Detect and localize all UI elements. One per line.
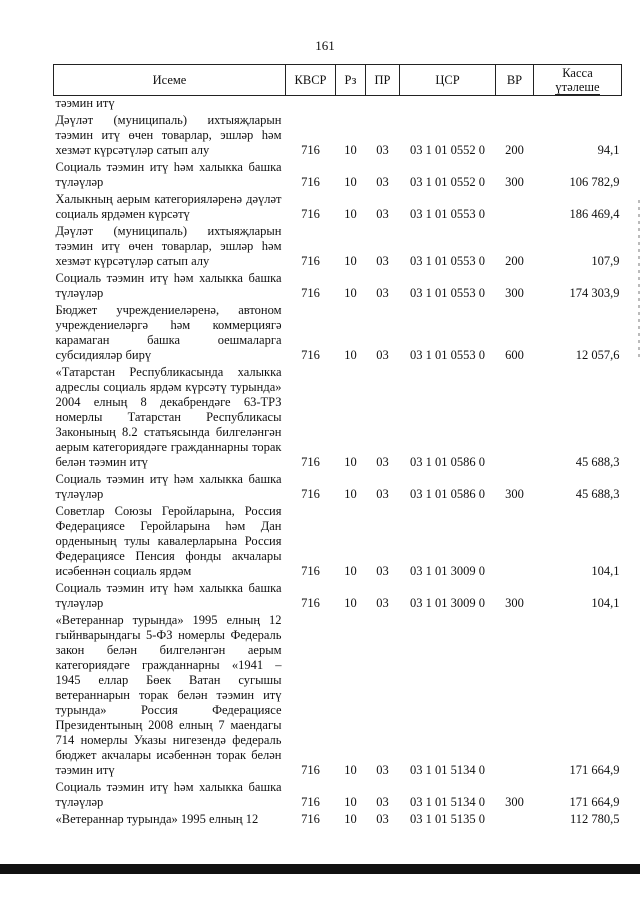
row-csr-cell: 03 1 01 0552 0	[410, 175, 485, 189]
row-name-cell: тәэмин итү	[55, 96, 115, 110]
table-row	[54, 502, 622, 579]
row-rz-cell: 10	[344, 596, 357, 610]
row-pr-cell: 03	[376, 812, 389, 826]
table-row	[54, 269, 622, 301]
row-vr-cell	[496, 502, 534, 579]
row-pr-cell: 03	[376, 596, 389, 610]
row-kvsr-cell: 716	[301, 348, 320, 362]
table-row	[54, 778, 622, 810]
row-csr-cell: 03 1 01 0553 0	[410, 207, 485, 221]
table-header-row	[54, 65, 622, 96]
row-kvsr-cell	[286, 96, 336, 112]
row-vr-cell: 300	[505, 286, 524, 300]
row-csr-cell: 03 1 01 0586 0	[410, 455, 485, 469]
row-rz-cell: 10	[344, 254, 357, 268]
scan-bottom-border	[0, 864, 640, 874]
row-rz-cell: 10	[344, 143, 357, 157]
row-sum-cell: 104,1	[591, 564, 620, 578]
row-csr-cell: 03 1 01 3009 0	[410, 596, 485, 610]
row-pr-cell: 03	[376, 143, 389, 157]
row-csr-cell	[400, 96, 496, 112]
row-kvsr-cell: 716	[301, 812, 320, 826]
row-csr-cell: 03 1 01 0553 0	[410, 254, 485, 268]
row-vr-cell: 200	[505, 254, 524, 268]
row-sum-cell: 45 688,3	[575, 487, 620, 501]
row-sum-cell: 12 057,6	[575, 348, 620, 362]
row-pr-cell: 03	[376, 207, 389, 221]
column-header-pr: ПР	[366, 65, 400, 96]
row-rz-cell: 10	[344, 286, 357, 300]
row-pr-cell: 03	[376, 455, 389, 469]
row-rz-cell	[336, 96, 366, 112]
row-name-cell: Халыкның аерым категорияләренә дәүләт социаль ярдәмен күрсәтү	[55, 192, 282, 221]
row-pr-cell: 03	[376, 286, 389, 300]
table-row	[54, 301, 622, 363]
row-rz-cell: 10	[344, 763, 357, 777]
table-row	[54, 810, 622, 827]
row-csr-cell: 03 1 01 0586 0	[410, 487, 485, 501]
column-header-vr: ВР	[496, 65, 534, 96]
row-name-cell: Дәүләт (муниципаль) ихтыяҗларын тәэмин итү өчен товарлар, эшләр һәм хезмәт күрсәтүләр сатып алу	[55, 224, 282, 268]
row-name-cell: Социаль тәэмин итү һәм халыкка башка түләүләр	[55, 581, 282, 610]
column-header-sum-line1: Касса	[562, 66, 593, 80]
row-kvsr-cell: 716	[301, 596, 320, 610]
row-rz-cell: 10	[344, 207, 357, 221]
row-kvsr-cell: 716	[301, 143, 320, 157]
row-csr-cell: 03 1 01 5134 0	[410, 795, 485, 809]
table-row	[54, 222, 622, 269]
row-vr-cell	[496, 96, 534, 112]
row-sum-cell: 107,9	[591, 254, 620, 268]
row-vr-cell	[496, 810, 534, 827]
row-kvsr-cell: 716	[301, 564, 320, 578]
row-pr-cell: 03	[376, 254, 389, 268]
row-pr-cell: 03	[376, 348, 389, 362]
row-vr-cell	[496, 190, 534, 222]
row-rz-cell: 10	[344, 564, 357, 578]
row-rz-cell: 10	[344, 175, 357, 189]
column-header-csr: ЦСР	[400, 65, 496, 96]
row-pr-cell: 03	[376, 763, 389, 777]
row-sum-cell: 45 688,3	[575, 455, 620, 469]
row-name-cell: Бюджет учреждениеләренә, автоном учреждениеләргә һәм коммерциягә карамаган башка оешмаларга субсидияләр бирү	[55, 303, 282, 362]
row-name-cell: Дәүләт (муниципаль) ихтыяҗларын тәэмин итү өчен товарлар, эшләр һәм хезмәт күрсәтүләр сатып алу	[55, 113, 282, 157]
row-sum-cell: 171 664,9	[569, 795, 620, 809]
row-sum-cell: 112 780,5	[569, 812, 620, 826]
table-row	[54, 579, 622, 611]
row-csr-cell: 03 1 01 3009 0	[410, 564, 485, 578]
row-kvsr-cell: 716	[301, 487, 320, 501]
row-rz-cell: 10	[344, 487, 357, 501]
row-sum-cell: 104,1	[591, 596, 620, 610]
row-vr-cell: 300	[505, 596, 524, 610]
column-header-sum-line2: үтәлеше	[555, 80, 600, 94]
row-vr-cell: 300	[505, 795, 524, 809]
row-pr-cell: 03	[376, 487, 389, 501]
row-kvsr-cell: 716	[301, 286, 320, 300]
row-rz-cell: 10	[344, 812, 357, 826]
row-kvsr-cell: 716	[301, 254, 320, 268]
column-header-kvsr: КВСР	[286, 65, 336, 96]
row-pr-cell: 03	[376, 175, 389, 189]
column-header-rz: Рз	[336, 65, 366, 96]
row-vr-cell: 300	[505, 487, 524, 501]
row-name-cell: Социаль тәэмин итү һәм халыкка башка түләүләр	[55, 780, 282, 809]
row-sum-cell: 94,1	[597, 143, 620, 157]
table-row	[54, 190, 622, 222]
row-csr-cell: 03 1 01 0553 0	[410, 348, 485, 362]
row-rz-cell: 10	[344, 795, 357, 809]
row-kvsr-cell: 716	[301, 207, 320, 221]
row-kvsr-cell: 716	[301, 795, 320, 809]
table-row	[54, 470, 622, 502]
row-vr-cell: 200	[505, 143, 524, 157]
row-vr-cell: 300	[505, 175, 524, 189]
row-vr-cell: 600	[505, 348, 524, 362]
row-rz-cell: 10	[344, 348, 357, 362]
row-name-cell: Социаль тәэмин итү һәм халыкка башка түләүләр	[55, 160, 282, 189]
row-vr-cell	[496, 611, 534, 778]
table-row	[54, 158, 622, 190]
row-rz-cell: 10	[344, 455, 357, 469]
row-pr-cell: 03	[376, 564, 389, 578]
column-header-sum	[534, 65, 622, 96]
row-kvsr-cell: 716	[301, 763, 320, 777]
table-body	[54, 96, 622, 828]
table-row	[54, 96, 622, 112]
row-name-cell: «Ветераннар турында» 1995 елның 12	[55, 812, 259, 826]
row-sum-cell: 186 469,4	[569, 207, 620, 221]
table-row	[54, 611, 622, 778]
row-sum-cell: 171 664,9	[569, 763, 620, 777]
row-sum-cell: 174 303,9	[569, 286, 620, 300]
table-row	[54, 363, 622, 470]
row-name-cell: Социаль тәэмин итү һәм халыкка башка түләүләр	[55, 271, 282, 300]
row-sum-cell	[534, 96, 622, 112]
row-vr-cell	[496, 363, 534, 470]
row-csr-cell: 03 1 01 0553 0	[410, 286, 485, 300]
table-row	[54, 111, 622, 158]
budget-table	[53, 64, 622, 827]
row-csr-cell: 03 1 01 5135 0	[410, 812, 485, 826]
row-pr-cell	[366, 96, 400, 112]
page-number: 161	[315, 38, 335, 53]
row-name-cell: Социаль тәэмин итү һәм халыкка башка түләүләр	[55, 472, 282, 501]
row-name-cell: Советлар Союзы Геройларына, Россия Федерациясе Геройларына һәм Дан орденының тулы кавалерларына Россия Федерациясе Пенсия фонды акчалары исәбеннән социаль ярдәм	[55, 504, 282, 578]
column-header-name: Исеме	[54, 65, 286, 96]
row-sum-cell: 106 782,9	[569, 175, 620, 189]
row-name-cell: «Татарстан Республикасында халыкка адреслы социаль ярдәм күрсәтү турында» 2004 елның 8 декабрендәге 63-ТРЗ номерлы Татарстан Республикасы Законының 8.2 статьясында билгеләнгән аерым категориядәге гражданнарны торак белән тәэмин итү	[55, 365, 282, 469]
row-kvsr-cell: 716	[301, 455, 320, 469]
row-pr-cell: 03	[376, 795, 389, 809]
row-kvsr-cell: 716	[301, 175, 320, 189]
row-csr-cell: 03 1 01 0552 0	[410, 143, 485, 157]
row-csr-cell: 03 1 01 5134 0	[410, 763, 485, 777]
row-name-cell: «Ветераннар турында» 1995 елның 12 гыйнварындагы 5-ФЗ номерлы Федераль закон белән билгеләнгән аерым категориядәге гражданнарны «1941 – 1945 еллар Бөек Ватан сугышы ветераннарын торак белән тәэмин итү турында» Россия Федерациясе Президентының 2008 елның 7 маендагы 714 номерлы Указы нигезендә федераль бюджет акчалары исәбеннән торак белән тәэмин итү	[55, 613, 282, 777]
